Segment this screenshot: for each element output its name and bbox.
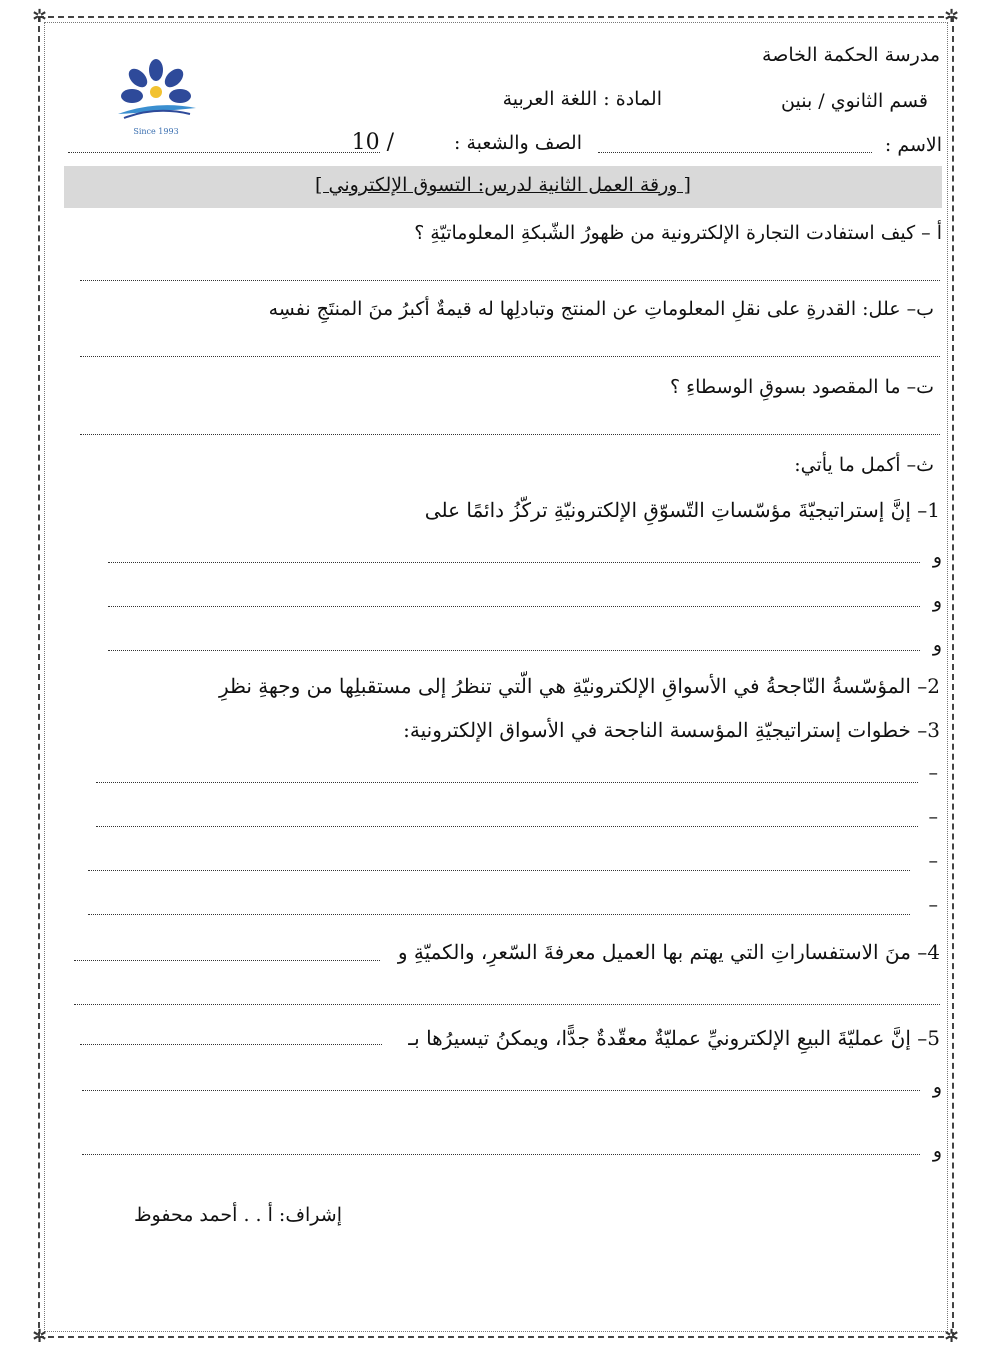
answer-line[interactable] — [80, 1044, 382, 1045]
logo-text: Since 1993 — [133, 127, 179, 136]
school-logo — [104, 56, 208, 140]
corner-ornament-icon: ✲ — [944, 6, 960, 27]
corner-ornament-icon: ✲ — [32, 6, 48, 27]
dash-marker: – — [928, 850, 938, 872]
name-label: الاسم : — [884, 134, 942, 156]
score: 10 / — [351, 130, 394, 155]
waw-marker: و — [932, 634, 942, 656]
corner-ornament-icon: ✲ — [32, 1326, 48, 1347]
answer-line[interactable] — [82, 1090, 920, 1091]
answer-line[interactable] — [108, 650, 920, 651]
name-field[interactable] — [598, 152, 872, 153]
item-4: 4– منَ الاستفساراتِ التي يهتم بها العميل معرفةَ السّعرِ، والكميّةِ و — [397, 940, 940, 964]
answer-line[interactable] — [108, 606, 920, 607]
waw-marker: و — [932, 590, 942, 612]
answer-line[interactable] — [96, 782, 918, 783]
answer-line[interactable] — [82, 1154, 920, 1155]
waw-marker: و — [932, 546, 942, 568]
school-name: مدرسة الحكمة الخاصة — [762, 44, 940, 66]
dash-marker: – — [928, 762, 938, 784]
item-5: 5– إنَّ عمليّةَ البيعِ الإلكترونيِّ عمليّةٌ معقّدةٌ جدًّا، ويمكنُ تيسيرُها بـ — [408, 1026, 940, 1050]
answer-line[interactable] — [96, 826, 918, 827]
answer-line[interactable] — [74, 960, 380, 961]
supervision: إشراف: أ . . أحمد محفوظ — [133, 1204, 342, 1226]
answer-line[interactable] — [108, 562, 920, 563]
corner-ornament-icon: ✲ — [944, 1326, 960, 1347]
department: قسم الثانوي / بنين — [781, 90, 928, 112]
class-field[interactable] — [68, 152, 380, 153]
waw-marker: و — [932, 1076, 942, 1098]
answer-line[interactable] — [80, 434, 940, 435]
question-th: ث– أكمل ما يأتي: — [794, 454, 934, 476]
answer-line[interactable] — [80, 280, 940, 281]
class-label: الصف والشعبة : — [454, 132, 582, 154]
answer-line[interactable] — [74, 1004, 940, 1005]
answer-line[interactable] — [88, 870, 910, 871]
item-1: 1– إنَّ إستراتيجيّةَ مؤسّساتِ التّسوّقِ الإلكترونيّةِ تركّزُ دائمًا على — [424, 498, 940, 522]
waw-marker: و — [932, 1140, 942, 1162]
worksheet-title: [ ورقة العمل الثانية لدرس: التسوق الإلكتروني ] — [315, 174, 691, 196]
item-2: 2– المؤسّسةُ النّاجحةُ في الأسواقِ الإلكترونيّةِ هي الّتي تنظرُ إلى مستقبلِها من وجهةِ نظرِ — [218, 674, 940, 698]
item-3: 3– خطوات إستراتيجيّةِ المؤسسة الناجحة في الأسواق الإلكترونية: — [403, 718, 940, 742]
answer-line[interactable] — [88, 914, 910, 915]
question-b: ب– علل: القدرةِ على نقلِ المعلوماتِ عن المنتج وتبادلِها له قيمةٌ أكبرُ منَ المنتَجِ نفسِه — [268, 298, 934, 320]
dash-marker: – — [928, 806, 938, 828]
subject: المادة : اللغة العربية — [502, 88, 662, 110]
answer-line[interactable] — [80, 356, 940, 357]
dash-marker: – — [928, 894, 938, 916]
question-t: ت– ما المقصود بسوقِ الوسطاءِ ؟ — [670, 376, 934, 398]
question-a: أ – كيف استفادت التجارة الإلكترونية من ظهورُ الشّبكةِ المعلوماتيّةِ ؟ — [414, 222, 942, 244]
title-banner — [64, 166, 942, 208]
